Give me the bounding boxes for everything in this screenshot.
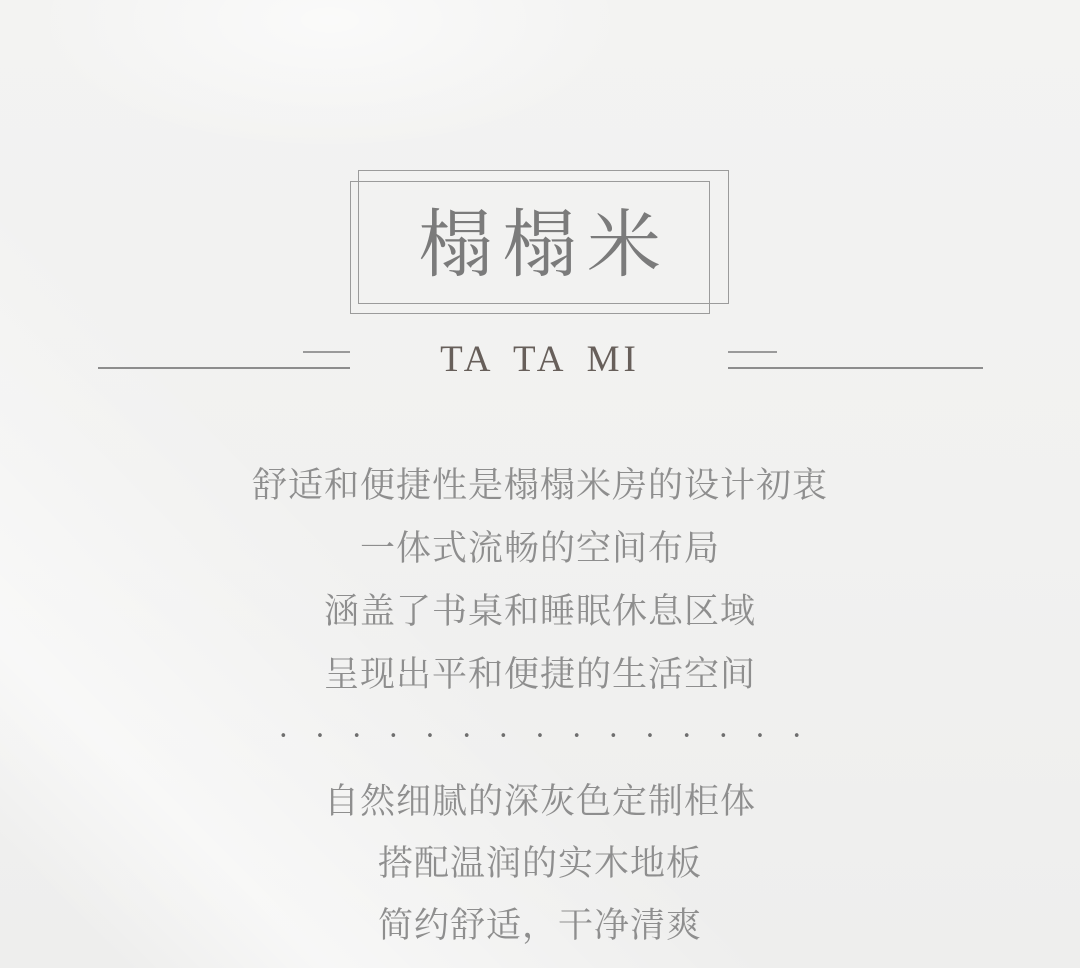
page-subtitle: TA TA MI (440, 339, 640, 380)
details-line: 自然细腻的深灰色定制柜体 (323, 782, 756, 821)
subtitle-rule-right-short (728, 351, 777, 353)
intro-line: 舒适和便捷性是榻榻米房的设计初衷 (251, 466, 828, 505)
subtitle-rule-right-long (728, 367, 983, 369)
intro-paragraph (0, 454, 1080, 706)
intro-line: 一体式流畅的空间布局 (359, 529, 720, 568)
details-line: 搭配温润的实木地板 (377, 844, 702, 883)
dotted-divider: ••••••••••••••• (279, 729, 830, 744)
intro-line: 涵盖了书桌和睡眠休息区域 (323, 592, 756, 631)
details-line: 简约舒适，干净清爽 (377, 906, 702, 945)
intro-line: 呈现出平和便捷的生活空间 (323, 655, 756, 694)
page-title: 榻榻米 (419, 205, 671, 287)
details-paragraph (0, 771, 1080, 957)
